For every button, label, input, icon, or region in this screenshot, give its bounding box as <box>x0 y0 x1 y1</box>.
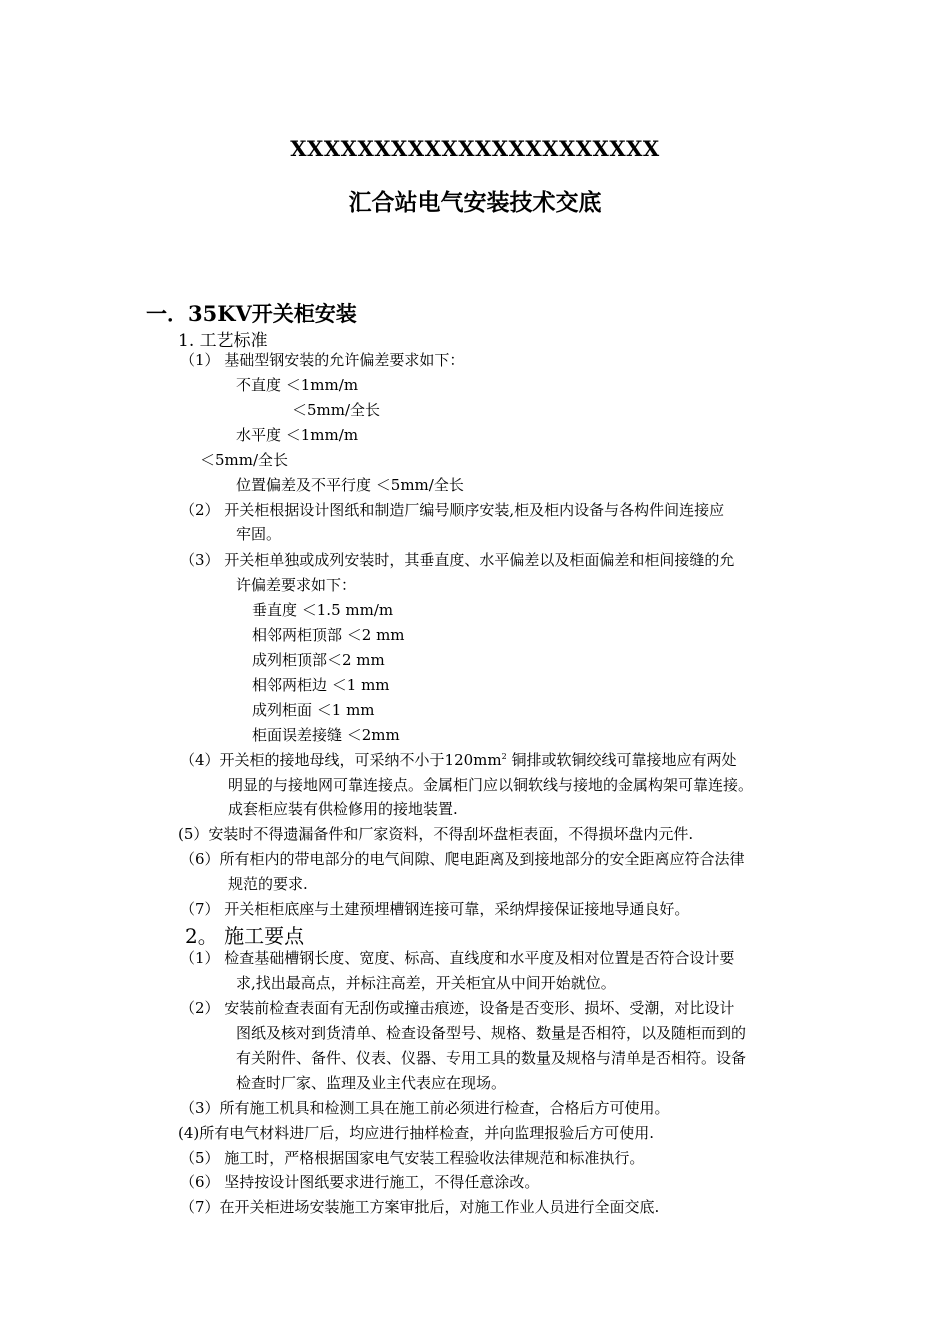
tolerance-line: 柜面误差接缝 ＜2mm <box>252 726 400 744</box>
paragraph-line: ＜5mm/全长 <box>200 451 289 469</box>
text-run: 铜排或软铜绞线可靠接地应有两处 <box>506 751 737 769</box>
paragraph-line: （7）在开关柜进场安装施工方案审批后，对施工作业人员进行全面交底. <box>180 1198 660 1216</box>
tolerance-line: 相邻两柜边 ＜1 mm <box>252 676 390 694</box>
paragraph-line: 位置偏差及不平行度 ＜5mm/全长 <box>236 476 464 494</box>
text-run: （4）开关柜的接地母线，可采纳不小于120mm <box>180 751 502 769</box>
paragraph-line: （5） 施工时，严格根据国家电气安装工程验收法律规范和标准执行。 <box>180 1149 645 1167</box>
document-title-code: XXXXXXXXXXXXXXXXXXXXXX <box>290 136 660 161</box>
paragraph-line: 检查时厂家、监理及业主代表应在现场。 <box>236 1074 507 1092</box>
superscript: 2 <box>501 752 507 761</box>
paragraph-line: 规范的要求. <box>228 875 308 893</box>
paragraph-line: 成套柜应装有供检修用的接地装置. <box>228 800 458 818</box>
subsection-heading-key-points: 2。 施工要点 <box>185 924 305 948</box>
tolerance-line: 相邻两柜顶部 ＜2 mm <box>252 626 405 644</box>
paragraph-line: （1） 检查基础槽钢长度、宽度、标高、直线度和水平度及相对位置是否符合设计要 <box>180 949 735 967</box>
tolerance-line: 垂直度 ＜1.5 mm/m <box>252 601 394 619</box>
paragraph-line: (4)所有电气材料进厂后，均应进行抽样检查，并向监理报验后方可使用. <box>178 1124 655 1142</box>
paragraph-line: 不直度 ＜1mm/m <box>236 376 359 394</box>
paragraph-line: 图纸及核对到货清单、检查设备型号、规格、数量是否相符，以及随柜而到的 <box>236 1024 747 1042</box>
paragraph-line: （2） 安装前检查表面有无刮伤或撞击痕迹，设备是否变形、损坏、受潮，对比设计 <box>180 999 735 1017</box>
paragraph-line: （2） 开关柜根据设计图纸和制造厂编号顺序安装,柜及柜内设备与各构件间连接应 <box>180 501 725 519</box>
paragraph-line: (5）安装时不得遗漏备件和厂家资料，不得刮坏盘柜表面，不得损坏盘内元件. <box>178 825 694 843</box>
tolerance-line: 成列柜顶部＜2 mm <box>252 651 385 669</box>
subsection-heading-standards: 1. 工艺标准 <box>178 331 268 351</box>
paragraph-line: 明显的与接地网可靠连接点。金属柜门应以铜软线与接地的金属构架可靠连接。 <box>228 776 754 794</box>
paragraph-line: ＜5mm/全长 <box>292 401 381 419</box>
paragraph-line: （6）所有柜内的带电部分的电气间隙、爬电距离及到接地部分的安全距离应符合法律 <box>180 850 745 868</box>
paragraph-line: 水平度 ＜1mm/m <box>236 426 359 444</box>
tolerance-line: 成列柜面 ＜1 mm <box>252 701 375 719</box>
paragraph-line: （3） 开关柜单独或成列安装时，其垂直度、水平偏差以及柜面偏差和柜间接缝的允 <box>180 551 735 569</box>
paragraph-line: （6） 坚持按设计图纸要求进行施工，不得任意涂改。 <box>180 1173 540 1191</box>
paragraph-line: 牢固。 <box>236 525 282 543</box>
paragraph-line: （7） 开关柜柜底座与土建预埋槽钢连接可靠，采纳焊接保证接地导通良好。 <box>180 900 690 918</box>
paragraph-line: 有关附件、备件、仪表、仪器、专用工具的数量及规格与清单是否相符。设备 <box>236 1049 747 1067</box>
paragraph-line <box>180 750 737 770</box>
section-heading: 一．35KV开关柜安装 <box>146 301 357 326</box>
paragraph-line: （3）所有施工机具和检测工具在施工前必须进行检查，合格后方可使用。 <box>180 1099 670 1117</box>
paragraph-line: （1） 基础型钢安装的允许偏差要求如下： <box>180 351 465 369</box>
document-title: 汇合站电气安装技术交底 <box>348 189 602 216</box>
paragraph-line: 许偏差要求如下： <box>236 576 357 594</box>
paragraph-line: 求,找出最高点，并标注高差，开关柜宜从中间开始就位。 <box>236 974 616 992</box>
